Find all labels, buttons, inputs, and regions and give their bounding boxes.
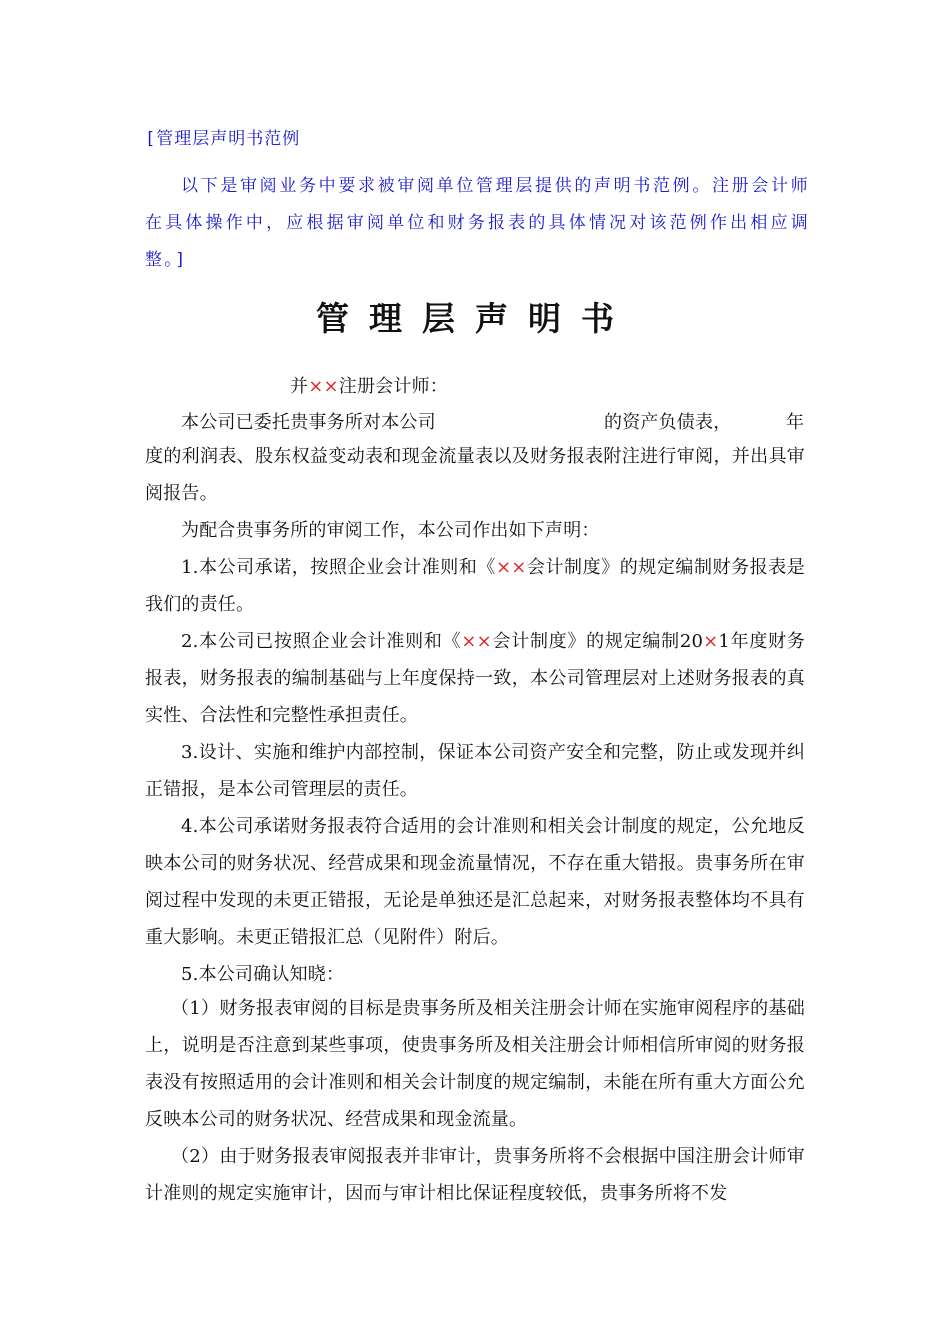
p1-part2: 的资产负债表， [604, 412, 732, 433]
intro-title: [管理层声明书范例 [145, 129, 301, 149]
intro-body: 以下是审阅业务中要求被审阅单位管理层提供的声明书范例。注册会计师在具体操作中，应根据审阅单位和财务报表的具体情况对该范例作出相应调整。] [145, 176, 810, 270]
p1-part1: 本公司已委托贵事务所对本公司 [181, 412, 436, 433]
placeholder-mark: ×× [308, 376, 339, 397]
item-1: 1.本公司承诺，按照企业会计准则和《××会计制度》的规定编制财务报表是我们的责任。 [145, 557, 806, 615]
document-title: 管理层声明书 [316, 299, 634, 338]
p2: 为配合贵事务所的审阅工作，本公司作出如下声明： [181, 520, 600, 541]
sub-item-1: （1）财务报表审阅的目标是贵事务所及相关注册会计师在实施审阅程序的基础上，说明是否注意到某些事项，使贵事务所及相关注册会计师相信所审阅的财务报表没有按照适用的会计准则和相关会计制度的规定编制，未能在所有重大方面公允反映本公司的财务状况、经营成果和现金流量。 [145, 998, 805, 1130]
item-3: 3.设计、实施和维护内部控制，保证本公司资产安全和完整，防止或发现并纠正错报，是本公司管理层的责任。 [145, 742, 805, 800]
p1-rest: 度的利润表、股东权益变动表和现金流量表以及财务报表附注进行审阅，并出具审阅报告。 [145, 446, 805, 504]
sub-item-2: （2）由于财务报表审阅报表并非审计，贵事务所将不会根据中国注册会计师审计准则的规定实施审计，因而与审计相比保证程度较低，贵事务所将不发 [145, 1146, 805, 1204]
item-4: 4.本公司承诺财务报表符合适用的会计准则和相关会计制度的规定，公允地反映本公司的财务状况、经营成果和现金流量情况，不存在重大错报。贵事务所在审阅过程中发现的未更正错报，无论是单独还是汇总起来，对财务报表整体均不具有重大影响。未更正错报汇总（见附件）附后。 [145, 816, 805, 948]
salutation: 并××注册会计师： [290, 376, 448, 397]
p1-part3: 年 [786, 412, 805, 433]
placeholder-mark: ×× [495, 557, 527, 578]
item-5: 5.本公司确认知晓： [181, 964, 345, 985]
item-2: 2.本公司已按照企业会计准则和《××会计制度》的规定编制20×1年度财务报表，财务报表的编制基础与上年度保持一致，本公司管理层对上述财务报表的真实性、合法性和完整性承担责任。 [145, 631, 806, 726]
placeholder-mark: ×× [461, 631, 492, 652]
placeholder-mark: × [703, 631, 719, 652]
